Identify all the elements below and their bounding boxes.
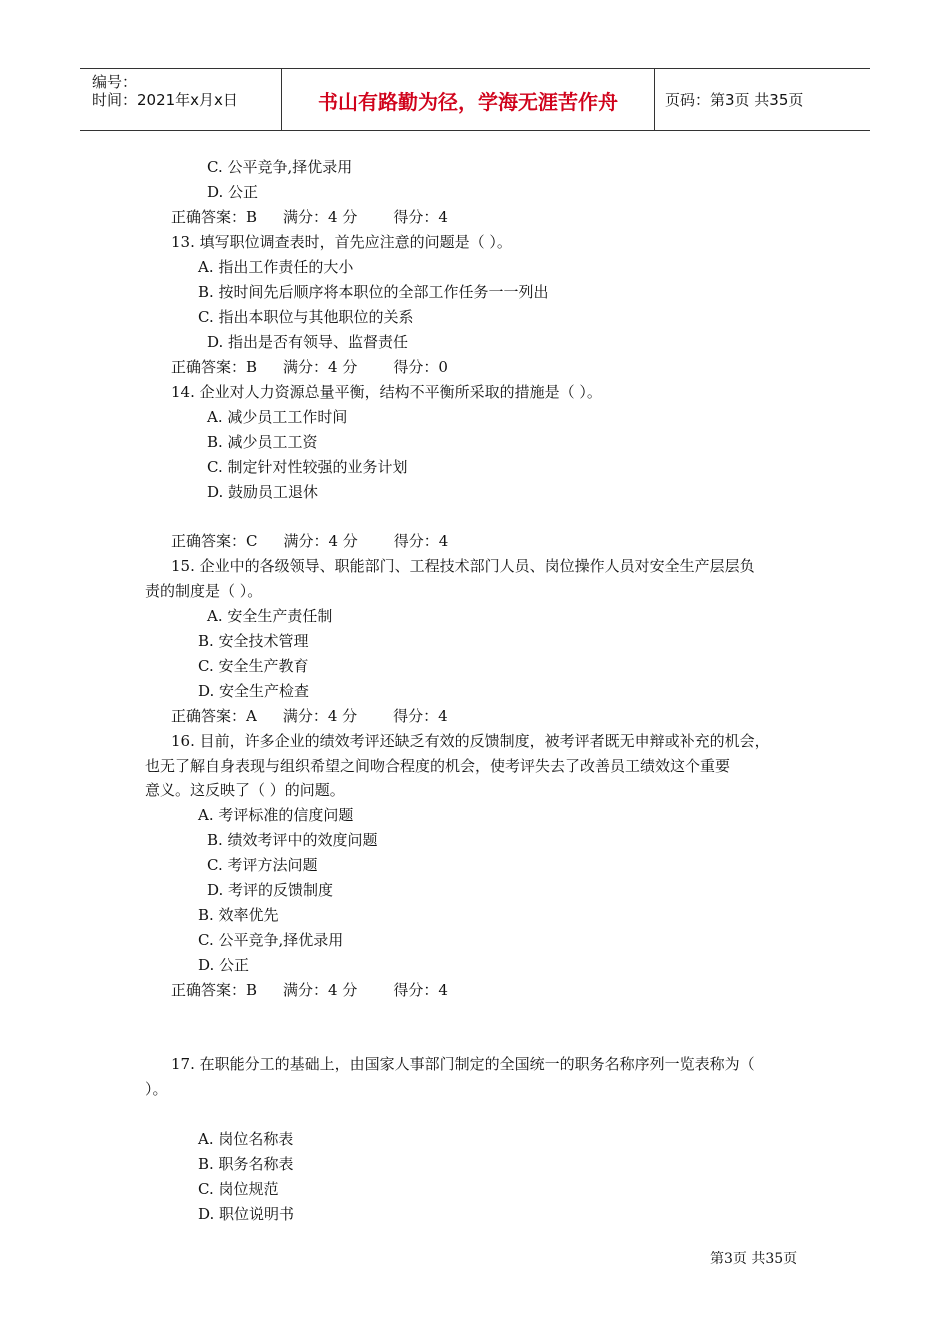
option-text: B. 按时间先后顺序将本职位的全部工作任务一一列出 <box>198 283 549 301</box>
header-page-number: 页码：第3页 共35页 <box>665 91 804 109</box>
correct-answer: 正确答案：A <box>171 707 257 725</box>
question-text-continued: 意义。这反映了（ ）的问题。 <box>145 781 345 799</box>
question-text: 15. 企业中的各级领导、职能部门、工程技术部门人员、岗位操作人员对安全生产层层负 <box>171 557 755 575</box>
score: 得分：4 <box>393 208 448 226</box>
option-text: D. 职位说明书 <box>198 1205 295 1223</box>
option-text: A. 指出工作责任的大小 <box>198 258 354 276</box>
option-text: D. 安全生产检查 <box>198 682 310 700</box>
option-text: C. 指出本职位与其他职位的关系 <box>198 308 414 326</box>
correct-answer: 正确答案：B <box>171 208 258 226</box>
page-footer-number: 第3页 共35页 <box>710 1251 798 1267</box>
score: 得分：0 <box>393 358 448 376</box>
option-text: B. 职务名称表 <box>198 1155 294 1173</box>
page-header <box>80 68 870 131</box>
option-text: B. 效率优先 <box>198 906 279 924</box>
option-text: A. 减少员工工作时间 <box>207 408 348 426</box>
option-text: B. 安全技术管理 <box>198 632 309 650</box>
correct-answer: 正确答案：C <box>171 532 258 550</box>
answer-line <box>171 531 448 551</box>
header-motto-cell <box>282 69 655 130</box>
correct-answer: 正确答案：B <box>171 358 258 376</box>
question-text: 17. 在职能分工的基础上，由国家人事部门制定的全国统一的职务名称序列一览表称为（ <box>171 1055 755 1073</box>
option-text: A. 岗位名称表 <box>198 1130 294 1148</box>
question-text: 14. 企业对人力资源总量平衡，结构不平衡所采取的措施是（ ）。 <box>171 383 602 401</box>
option-text: D. 指出是否有领导、监督责任 <box>207 333 409 351</box>
header-motto: 书山有路勤为径，学海无涯苦作舟 <box>318 90 618 114</box>
option-text: B. 绩效考评中的效度问题 <box>207 831 378 849</box>
option-text: C. 岗位规范 <box>198 1180 279 1198</box>
header-page-cell <box>655 69 870 130</box>
option-text: D. 公正 <box>207 183 259 201</box>
full-score: 满分：4 分 <box>282 707 358 725</box>
question-text: 16. 目前，许多企业的绩效考评还缺乏有效的反馈制度，被考评者既无申辩或补充的机会， <box>171 732 770 750</box>
score: 得分：4 <box>393 532 449 550</box>
option-text: B. 减少员工工资 <box>207 433 318 451</box>
option-text: D. 考评的反馈制度 <box>207 881 334 899</box>
full-score: 满分：4 分 <box>283 358 358 376</box>
option-text: C. 考评方法问题 <box>207 856 318 874</box>
header-info-cell <box>80 69 282 130</box>
score: 得分：4 <box>393 981 448 999</box>
document-number-label: 编号： <box>92 73 138 91</box>
option-text: C. 安全生产教育 <box>198 657 309 675</box>
question-text: 13. 填写职位调查表时，首先应注意的问题是（ ）。 <box>171 233 512 251</box>
option-text: D. 鼓励员工退休 <box>207 483 319 501</box>
answer-line <box>171 706 448 726</box>
option-text: C. 公平竞争,择优录用 <box>207 158 353 176</box>
question-text-continued: ）。 <box>145 1080 168 1098</box>
question-text-continued: 责的制度是（ ）。 <box>145 582 263 600</box>
full-score: 满分：4 分 <box>283 208 358 226</box>
answer-line <box>171 980 448 1000</box>
option-text: A. 安全生产责任制 <box>207 607 333 625</box>
full-score: 满分：4 分 <box>283 981 358 999</box>
question-text-continued: 也无了解自身表现与组织希望之间吻合程度的机会，使考评失去了改善员工绩效这个重要 <box>145 757 731 775</box>
option-text: C. 制定针对性较强的业务计划 <box>207 458 408 476</box>
option-text: D. 公正 <box>198 956 250 974</box>
answer-line <box>171 357 448 377</box>
correct-answer: 正确答案：B <box>171 981 258 999</box>
full-score: 满分：4 分 <box>283 532 358 550</box>
option-text: A. 考评标准的信度问题 <box>198 806 354 824</box>
option-text: C. 公平竞争,择优录用 <box>198 931 344 949</box>
document-time-label: 时间：2021年x月x日 <box>92 91 238 109</box>
score: 得分：4 <box>393 707 448 725</box>
answer-line <box>171 207 448 227</box>
